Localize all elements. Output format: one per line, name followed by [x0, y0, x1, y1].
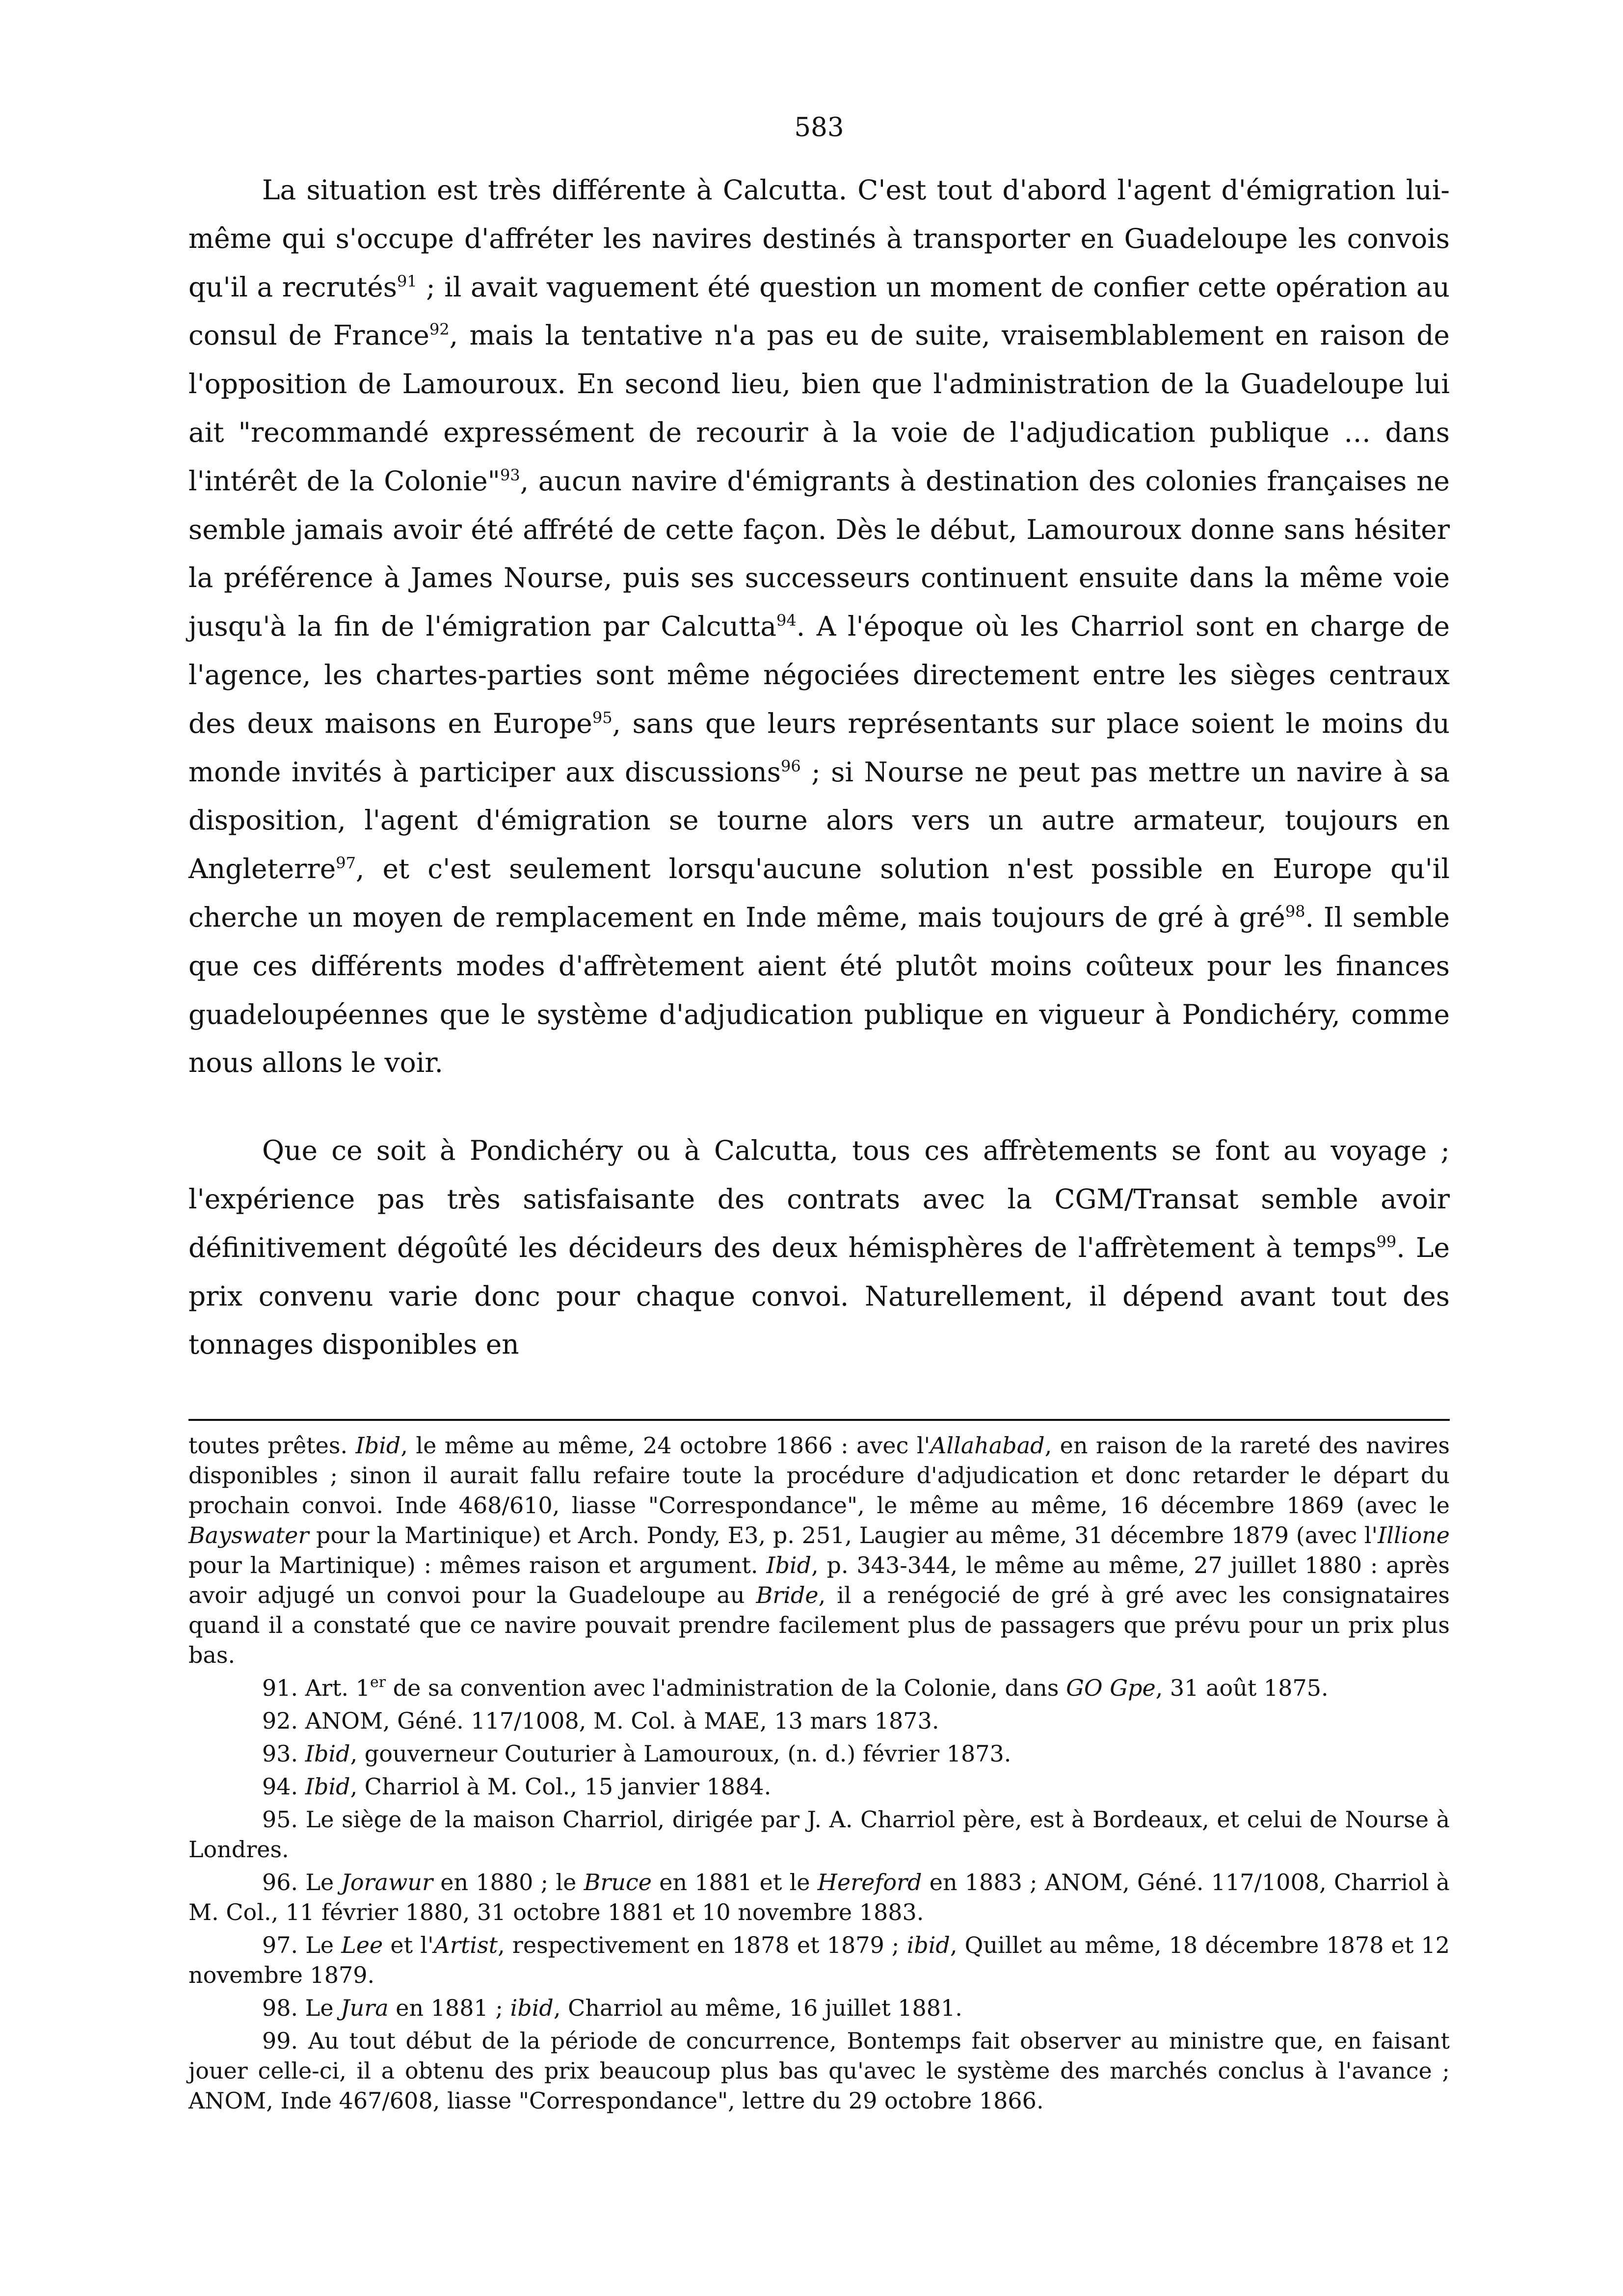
text-run: , le même au même, 24 octobre 1866 : avec l' — [400, 1432, 931, 1459]
italic-text: Bayswater — [188, 1522, 309, 1549]
footnote-continuation — [188, 1431, 1450, 1670]
italic-text: Bride — [756, 1582, 819, 1609]
text-run: 92. ANOM, Géné. 117/1008, M. Col. à MAE, 13 mars 1873. — [262, 1708, 939, 1735]
italic-text: GO Gpe — [1066, 1675, 1156, 1702]
text-run: , respectivement en 1878 et 1879 ; — [498, 1932, 907, 1959]
text-run: 98. Le — [262, 1995, 341, 2022]
text-run: , et c'est seulement lorsqu'aucune solution n'est possible en Europe qu'il cherche un moyen de remplacement en Inde même, mais toujours de gré à gré — [188, 853, 1450, 933]
note-reference: 99 — [1376, 1232, 1397, 1251]
text-run: La situation est très différente à Calcutta. C'est tout d'abord l'agent d'émigration lui-même qui s'occupe d'affréter les navires destinés à transporter en Guadeloupe les convois qu'il a recrutés — [188, 174, 1450, 303]
note-reference: 93 — [500, 465, 520, 484]
text-run: , p. 343-344, le même au même, 27 juillet 1880 : après avoir adjugé un convoi pour la Guadeloupe au — [188, 1552, 1450, 1609]
italic-text: Ibid — [766, 1552, 812, 1579]
footnote-99 — [188, 2026, 1450, 2116]
page-number: 583 — [794, 112, 844, 142]
text-run: . Le prix convenu varie donc pour chaque convoi. Naturellement, il dépend avant tout des tonnages disponibles en — [188, 1231, 1450, 1361]
text-run: 94. — [262, 1773, 305, 1800]
italic-text: Ibid — [305, 1773, 350, 1800]
text-run: Que ce soit à Pondichéry ou à Calcutta, tous ces affrètements se font au voyage ; l'expérience pas très satisfaisante des contrats avec la CGM/Transat semble avoir définitivement dégoûté les décideurs des deux hémisphères de l'affrètement à temps — [188, 1135, 1450, 1263]
note-reference: 96 — [781, 756, 801, 775]
superscript-text: er — [370, 1674, 386, 1691]
text-run: , Charriol à M. Col., 15 janvier 1884. — [350, 1773, 772, 1800]
note-reference: 97 — [336, 854, 356, 873]
text-run: en 1880 ; le — [432, 1869, 584, 1896]
text-run: 97. Le — [262, 1932, 342, 1959]
footnotes — [188, 1431, 1450, 2116]
note-reference: 92 — [429, 320, 450, 339]
text-run: , sans que leurs représentants sur place soient le moins du monde invités à participer aux discussions — [188, 707, 1450, 788]
footnote-97 — [188, 1930, 1450, 1990]
text-run: en 1881 et le — [651, 1869, 818, 1896]
note-reference: 95 — [592, 708, 612, 727]
text-run: 95. Le siège de la maison Charriol, dirigée par J. A. Charriol père, est à Bordeaux, et celui de Nourse à Londres. — [188, 1806, 1450, 1863]
document-page — [188, 113, 1450, 2116]
text-run: , il a renégocié de gré à gré avec les consignataires quand il a constaté que ce navire pouvait prendre facilement plus de passagers que prévu pour un prix plus bas. — [188, 1582, 1450, 1669]
footnote-98 — [188, 1993, 1450, 2023]
footnote-separator — [188, 1419, 1450, 1421]
text-run: , en raison de la rareté des navires disponibles ; sinon il aurait fallu refaire toute la procédure d'adjudication et donc retarder le départ du prochain convoi. Inde 468/610, liasse "Correspondance", le même au même, 16 décembre 1869 (avec le — [188, 1432, 1450, 1519]
note-reference: 91 — [397, 271, 417, 291]
text-run: pour la Martinique) : mêmes raison et argument. — [188, 1552, 767, 1579]
footnote-93 — [188, 1739, 1450, 1769]
body-paragraph — [188, 1126, 1450, 1369]
body-paragraph — [188, 166, 1450, 1087]
text-run: , gouverneur Couturier à Lamouroux, (n. d.) février 1873. — [350, 1740, 1011, 1767]
italic-text: ibid — [510, 1995, 554, 2022]
footnote-96 — [188, 1868, 1450, 1927]
text-run: 96. Le — [262, 1869, 342, 1896]
italic-text: Hereford — [817, 1869, 922, 1896]
text-run: . Il semble que ces différents modes d'affrètement aient été plutôt moins coûteux pour les finances guadeloupéennes que le système d'adjudication publique en vigueur à Pondichéry, comme nous allons le voir. — [188, 901, 1450, 1079]
italic-text: Lee — [341, 1932, 383, 1959]
text-run: , mais la tentative n'a pas eu de suite, vraisemblablement en raison de l'opposition de Lamouroux. En second lieu, bien que l'administration de la Guadeloupe lui ait "recommandé expressément de recourir à la voie de l'adjudication publique … dans l'intérêt de la Colonie" — [188, 320, 1450, 497]
text-run: en 1881 ; — [388, 1995, 510, 2022]
italic-text: Jorawur — [341, 1869, 433, 1896]
text-run: en 1883 ; ANOM, Géné. 117/1008, Charriol à M. Col., 11 février 1880, 31 octobre 1881 et 10 novembre 1883. — [188, 1869, 1450, 1926]
text-run: ; si Nourse ne peut pas mettre un navire à sa disposition, l'agent d'émigration se tourne alors vers un autre armateur, toujours en Angleterre — [188, 756, 1450, 885]
italic-text: Jura — [341, 1995, 389, 2022]
text-run: , Quillet au même, 18 décembre 1878 et 12 novembre 1879. — [188, 1932, 1450, 1989]
text-run: et l' — [383, 1932, 434, 1959]
text-run: , 31 août 1875. — [1155, 1675, 1329, 1702]
note-reference: 98 — [1285, 902, 1305, 921]
note-reference: 94 — [776, 611, 797, 630]
italic-text: ibid — [906, 1932, 950, 1959]
italic-text: Artist — [433, 1932, 498, 1959]
text-run: ; il avait vaguement été question un moment de confier cette opération au consul de France — [188, 271, 1450, 351]
italic-text: Illione — [1378, 1522, 1450, 1549]
body-text — [188, 166, 1450, 1369]
text-run: 91. Art. 1 — [262, 1675, 370, 1702]
text-run: de sa convention avec l'administration de la Colonie, dans — [386, 1675, 1066, 1702]
text-run: . A l'époque où les Charriol sont en charge de l'agence, les chartes-parties sont même négociées directement entre les sièges centraux des deux maisons en Europe — [188, 611, 1450, 739]
text-run: 99. Au tout début de la période de concurrence, Bontemps fait observer au ministre que, en faisant jouer celle-ci, il a obtenu des prix beaucoup plus bas qu'avec le système des marchés conclus à l'avance ; ANOM, Inde 467/608, liasse "Correspondance", lettre du 29 octobre 1866. — [188, 2028, 1450, 2114]
footnote-92 — [188, 1706, 1450, 1736]
text-run: toutes prêtes. — [188, 1432, 356, 1459]
text-run: pour la Martinique) et Arch. Pondy, E3, p. 251, Laugier au même, 31 décembre 1879 (avec l' — [309, 1522, 1378, 1549]
footnote-95 — [188, 1805, 1450, 1865]
text-run: 93. — [262, 1740, 305, 1767]
footnote-94 — [188, 1772, 1450, 1802]
text-run: , aucun navire d'émigrants à destination des colonies françaises ne semble jamais avoir été affrété de cette façon. Dès le début, Lamouroux donne sans hésiter la préférence à James Nourse, puis ses successeurs continuent ensuite dans la même voie jusqu'à la fin de l'émigration par Calcutta — [188, 465, 1450, 642]
footnote-91 — [188, 1673, 1450, 1703]
text-run: , Charriol au même, 16 juillet 1881. — [553, 1995, 962, 2022]
italic-text: Ibid — [355, 1432, 401, 1459]
italic-text: Ibid — [305, 1740, 350, 1767]
italic-text: Allahabad — [930, 1432, 1045, 1459]
italic-text: Bruce — [584, 1869, 652, 1896]
